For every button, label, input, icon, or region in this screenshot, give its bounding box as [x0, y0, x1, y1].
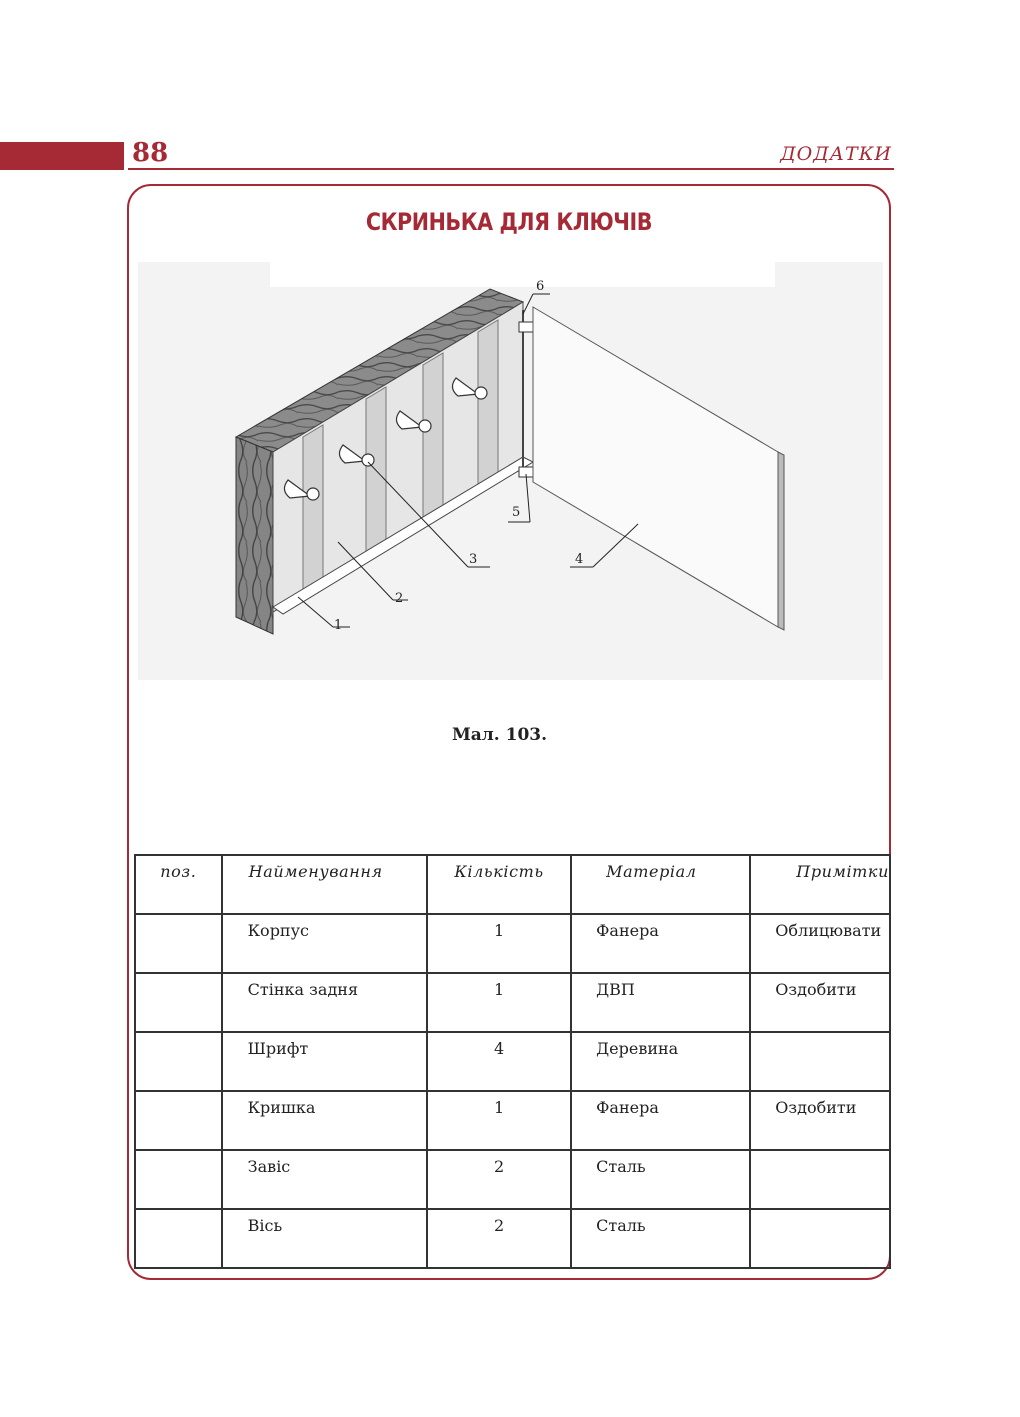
- table-cell: ДВП: [571, 973, 750, 1032]
- table-cell: Сталь: [571, 1150, 750, 1209]
- table-cell: Завіс: [222, 1150, 427, 1209]
- table-cell: [135, 973, 222, 1032]
- callout-label: 6: [536, 279, 545, 294]
- column-header: Кількість: [427, 855, 571, 914]
- table-cell: [135, 914, 222, 973]
- table-cell: [750, 1032, 890, 1091]
- table-cell: [750, 1150, 890, 1209]
- table-cell: 1: [427, 973, 571, 1032]
- table-cell: Сталь: [571, 1209, 750, 1268]
- table-row: [135, 914, 890, 973]
- figure-caption: Мал. 103.: [451, 725, 548, 745]
- table-row: [135, 1209, 890, 1268]
- table-cell: [750, 1209, 890, 1268]
- table-cell: 1: [427, 914, 571, 973]
- table-cell: Корпус: [222, 914, 427, 973]
- column-header: поз.: [135, 855, 222, 914]
- table-cell: 2: [427, 1209, 571, 1268]
- column-header: Найменування: [222, 855, 427, 914]
- table-cell: Стінка задня: [222, 973, 427, 1032]
- table-row: [135, 1032, 890, 1091]
- page-number: 88: [132, 138, 169, 168]
- section-title: ДОДАТКИ: [780, 143, 892, 165]
- table-cell: Деревина: [571, 1032, 750, 1091]
- callout-label: 4: [575, 552, 584, 567]
- header-rule: [128, 168, 894, 170]
- table-cell: Шрифт: [222, 1032, 427, 1091]
- table-row: [135, 1091, 890, 1150]
- table-cell: 1: [427, 1091, 571, 1150]
- table-cell: [135, 1032, 222, 1091]
- page-title: СКРИНЬКА ДЛЯ КЛЮЧІВ: [365, 208, 653, 236]
- table-cell: [135, 1150, 222, 1209]
- column-header: Матеріал: [571, 855, 750, 914]
- table-cell: Кришка: [222, 1091, 427, 1150]
- table-cell: 2: [427, 1150, 571, 1209]
- callout-label: 1: [334, 618, 343, 633]
- callout-label: 3: [469, 552, 478, 567]
- table-row: [135, 973, 890, 1032]
- column-header: Примітки: [750, 855, 890, 914]
- table-cell: Фанера: [571, 1091, 750, 1150]
- callout-label: 5: [512, 505, 521, 520]
- key-box-illustration: [138, 262, 883, 680]
- table-cell: [135, 1091, 222, 1150]
- table-cell: [135, 1209, 222, 1268]
- table-cell: Фанера: [571, 914, 750, 973]
- callout-label: 2: [395, 591, 404, 606]
- table-cell: Оздобити: [750, 1091, 890, 1150]
- header-accent-bar: [0, 142, 124, 170]
- table-cell: Оздобити: [750, 973, 890, 1032]
- table-cell: Вісь: [222, 1209, 427, 1268]
- table-header-row: [135, 855, 890, 914]
- table-row: [135, 1150, 890, 1209]
- table-cell: 4: [427, 1032, 571, 1091]
- specification-table: [134, 854, 891, 1269]
- table-cell: Облицювати: [750, 914, 890, 973]
